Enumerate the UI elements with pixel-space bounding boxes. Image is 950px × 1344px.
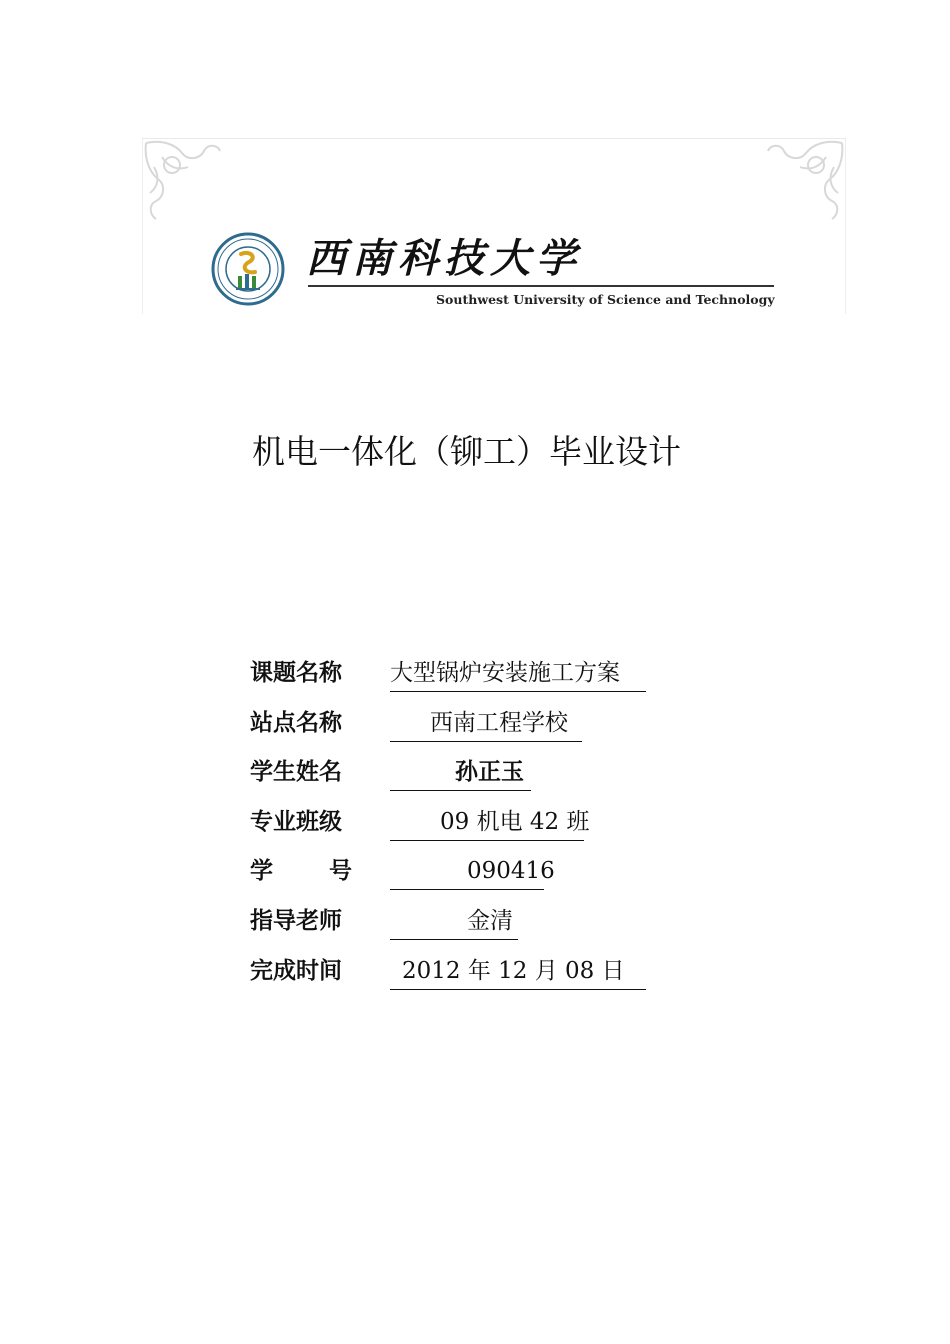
field-label: 学生姓名 — [250, 759, 342, 786]
field-row-date — [250, 953, 670, 1003]
field-value-text: 09 机电 42 班 — [440, 808, 590, 835]
field-value — [390, 705, 582, 742]
school-name-chinese: 西南科技大学 — [306, 235, 582, 282]
field-value-text: 090416 — [467, 858, 555, 885]
corner-ornament-left-icon — [142, 137, 222, 227]
field-value — [390, 754, 531, 791]
corner-ornament-right-icon — [766, 137, 846, 227]
field-row-advisor — [250, 903, 670, 953]
header-divider — [308, 285, 774, 287]
field-value-text: 西南工程学校 — [430, 709, 568, 736]
field-row-topic — [250, 655, 670, 705]
field-label — [250, 853, 352, 889]
field-label-part: 学 — [250, 858, 273, 885]
field-value-text: 2012 年 12 月 08 日 — [402, 957, 625, 984]
field-value-text: 金清 — [467, 907, 513, 934]
field-label: 站点名称 — [250, 709, 342, 736]
field-row-student-id — [250, 853, 670, 903]
document-title: 机电一体化（铆工）毕业设计 — [252, 432, 681, 471]
field-value — [390, 853, 555, 890]
school-name-english: Southwest University of Science and Technology — [436, 292, 775, 307]
field-value — [390, 655, 646, 692]
field-value — [390, 953, 646, 990]
field-row-site — [250, 705, 670, 755]
field-value — [390, 804, 590, 841]
field-label-part: 号 — [329, 858, 352, 885]
field-row-class — [250, 804, 670, 854]
university-seal-icon — [211, 230, 285, 308]
field-label: 指导老师 — [250, 907, 342, 934]
field-value — [390, 903, 518, 940]
field-value-text: 大型锅炉安装施工方案 — [390, 660, 620, 686]
field-label: 课题名称 — [250, 660, 342, 686]
field-value-text: 孙正玉 — [455, 759, 524, 786]
field-row-student — [250, 754, 670, 804]
field-label: 专业班级 — [250, 808, 342, 835]
info-fields — [250, 655, 670, 1002]
field-label: 完成时间 — [250, 957, 342, 984]
